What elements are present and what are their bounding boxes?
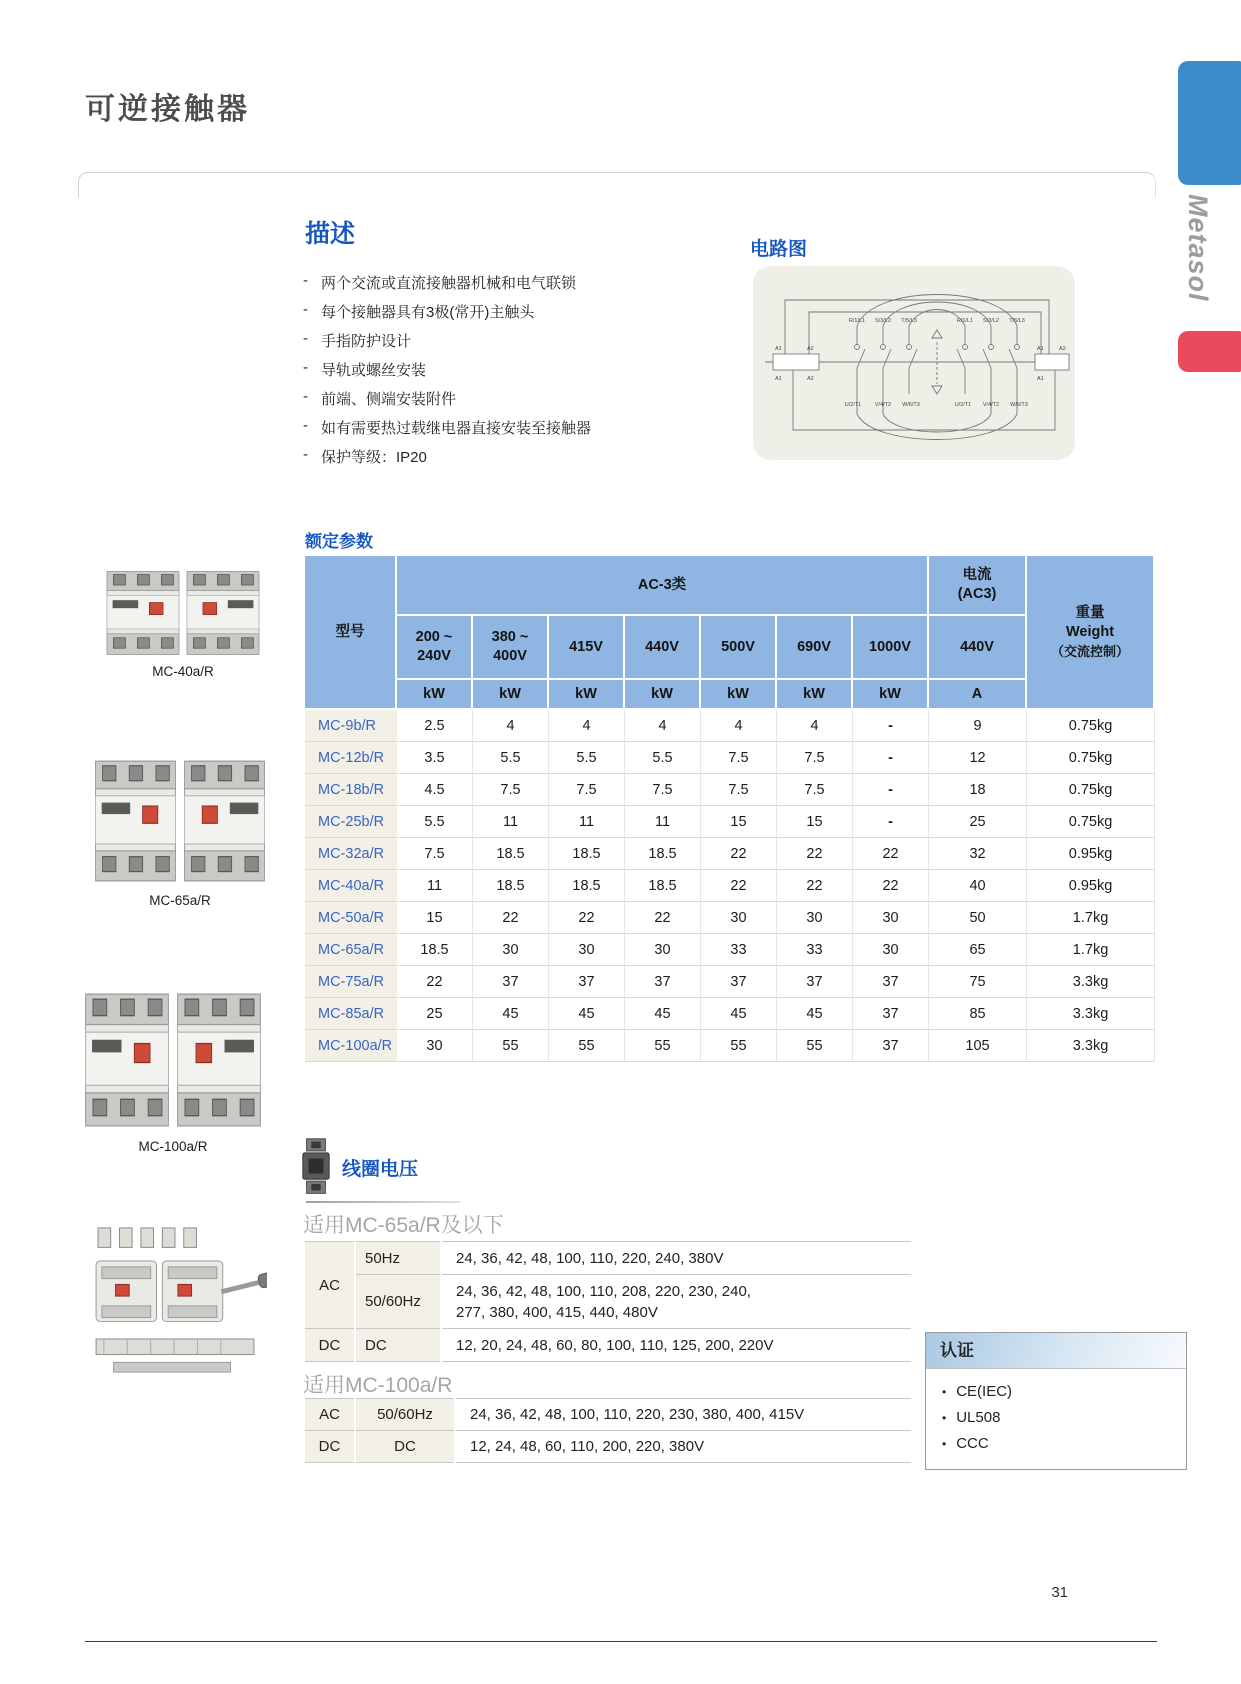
kw-value-cell: 7.5 bbox=[473, 774, 549, 806]
table-row bbox=[305, 838, 1155, 870]
description-bullet bbox=[303, 417, 591, 446]
weight-header-line: Weight bbox=[1066, 623, 1115, 640]
kw-value-cell: 22 bbox=[397, 966, 473, 998]
voltage-header-line: 380 ~ bbox=[491, 629, 529, 645]
voltage-header-line: 200 ~ bbox=[415, 629, 453, 645]
amp-value-cell: 18 bbox=[929, 774, 1027, 806]
product-image-mc100 bbox=[80, 984, 266, 1154]
line-terminal-label: S/3/L2 bbox=[875, 318, 891, 324]
kw-value-cell: 4.5 bbox=[397, 774, 473, 806]
kw-value-cell: 37 bbox=[777, 966, 853, 998]
bullet-text: 导轨或螺丝安装 bbox=[321, 362, 427, 379]
kw-value-cell: 37 bbox=[853, 1030, 929, 1062]
weight-value-cell: 0.95kg bbox=[1027, 870, 1155, 902]
coil-values-cell: 12, 20, 24, 48, 60, 80, 100, 110, 125, 200, 220V bbox=[441, 1329, 911, 1362]
coil-sub-heading-100: 适用MC-100a/R bbox=[303, 1374, 453, 1397]
amp-value-cell: 40 bbox=[929, 870, 1027, 902]
weight-value-cell: 0.75kg bbox=[1027, 774, 1155, 806]
circuit-diagram bbox=[753, 266, 1075, 460]
kw-value-cell: - bbox=[853, 806, 929, 838]
table-row bbox=[305, 1431, 911, 1463]
kw-value-cell: 33 bbox=[777, 934, 853, 966]
kw-value-cell: - bbox=[853, 710, 929, 742]
ratings-heading: 额定参数 bbox=[305, 532, 373, 551]
coil-icon bbox=[300, 1136, 332, 1198]
coil-terminal-label: A1 bbox=[775, 346, 782, 352]
kw-value-cell: 22 bbox=[777, 870, 853, 902]
kw-value-cell: 11 bbox=[397, 870, 473, 902]
table-row bbox=[305, 774, 1155, 806]
kw-unit-header: kW bbox=[397, 680, 473, 710]
coil-freq-cell: 50/60Hz bbox=[355, 1275, 441, 1329]
amp-value-cell: 50 bbox=[929, 902, 1027, 934]
kw-value-cell: 7.5 bbox=[397, 838, 473, 870]
bullet-dash: - bbox=[303, 272, 308, 289]
product-label: MC-100a/R bbox=[138, 1139, 208, 1154]
kw-value-cell: 30 bbox=[397, 1030, 473, 1062]
weight-value-cell: 0.95kg bbox=[1027, 838, 1155, 870]
accessory-illustration bbox=[83, 1224, 267, 1376]
amp-value-cell: 32 bbox=[929, 838, 1027, 870]
kw-value-cell: 55 bbox=[701, 1030, 777, 1062]
voltage-column-header bbox=[701, 616, 777, 680]
model-cell: MC-32a/R bbox=[305, 838, 397, 870]
coil-values-cell bbox=[441, 1275, 911, 1329]
description-bullet bbox=[303, 330, 591, 359]
weight-value-cell: 0.75kg bbox=[1027, 806, 1155, 838]
kw-value-cell: 18.5 bbox=[397, 934, 473, 966]
kw-value-cell: 37 bbox=[549, 966, 625, 998]
weight-value-cell: 3.3kg bbox=[1027, 1030, 1155, 1062]
kw-value-cell: 30 bbox=[853, 934, 929, 966]
kw-value-cell: 15 bbox=[777, 806, 853, 838]
voltage-column-header bbox=[625, 616, 701, 680]
kw-value-cell: - bbox=[853, 774, 929, 806]
kw-unit-header: kW bbox=[777, 680, 853, 710]
ratings-table-body bbox=[305, 710, 1155, 1062]
kw-value-cell: 55 bbox=[473, 1030, 549, 1062]
kw-unit-header: kW bbox=[625, 680, 701, 710]
table-row bbox=[305, 998, 1155, 1030]
kw-unit-header: kW bbox=[701, 680, 777, 710]
kw-value-cell: 30 bbox=[625, 934, 701, 966]
load-terminal-label: W/6/T3 bbox=[1010, 402, 1028, 408]
table-row bbox=[305, 902, 1155, 934]
bullet-text: 如有需要热过载继电器直接安装至接触器 bbox=[321, 420, 592, 437]
kw-value-cell: 18.5 bbox=[549, 870, 625, 902]
kw-value-cell: 4 bbox=[777, 710, 853, 742]
kw-value-cell: 30 bbox=[701, 902, 777, 934]
kw-value-cell: 30 bbox=[853, 902, 929, 934]
current-group-header bbox=[929, 556, 1027, 616]
ratings-table-head bbox=[305, 556, 1155, 710]
kw-value-cell: 22 bbox=[777, 838, 853, 870]
bullet-dash: - bbox=[303, 417, 308, 434]
model-cell: MC-25b/R bbox=[305, 806, 397, 838]
kw-value-cell: 55 bbox=[549, 1030, 625, 1062]
kw-value-cell: 45 bbox=[549, 998, 625, 1030]
load-terminal-label: U/2/T1 bbox=[844, 402, 862, 408]
line-terminal-label: T/5/L3 bbox=[901, 318, 917, 324]
kw-value-cell: 45 bbox=[625, 998, 701, 1030]
kw-value-cell: 4 bbox=[473, 710, 549, 742]
current-header-line: 电流 bbox=[962, 567, 992, 583]
kw-value-cell: 37 bbox=[625, 966, 701, 998]
page-title: 可逆接触器 bbox=[85, 93, 250, 126]
brand-vertical-label: Metasol bbox=[1183, 194, 1213, 302]
kw-value-cell: 5.5 bbox=[397, 806, 473, 838]
side-tab-red bbox=[1178, 331, 1241, 372]
coil-terminal-label: A1 bbox=[1037, 346, 1044, 352]
voltage-header-line: 400V bbox=[493, 648, 527, 664]
load-terminal-label: V/4/T2 bbox=[874, 402, 892, 408]
model-cell: MC-50a/R bbox=[305, 902, 397, 934]
kw-value-cell: 22 bbox=[625, 902, 701, 934]
circuit-heading: 电路图 bbox=[750, 239, 808, 260]
bullet-icon: • bbox=[942, 1411, 947, 1425]
kw-value-cell: 5.5 bbox=[625, 742, 701, 774]
line-terminal-label: R/1/L1 bbox=[956, 318, 974, 324]
weight-value-cell: 1.7kg bbox=[1027, 902, 1155, 934]
amp-value-cell: 65 bbox=[929, 934, 1027, 966]
coil-voltage-heading: 线圈电压 bbox=[342, 1158, 419, 1180]
voltage-header-line: 1000V bbox=[869, 638, 911, 655]
voltage-column-header bbox=[549, 616, 625, 680]
kw-value-cell: 37 bbox=[853, 998, 929, 1030]
coil-type-cell: DC bbox=[305, 1431, 355, 1463]
kw-value-cell: 3.5 bbox=[397, 742, 473, 774]
table-row bbox=[305, 1275, 911, 1329]
kw-value-cell: 7.5 bbox=[625, 774, 701, 806]
coil-voltage-table-mc100 bbox=[305, 1398, 911, 1463]
kw-value-cell: 7.5 bbox=[701, 774, 777, 806]
table-row bbox=[305, 870, 1155, 902]
kw-value-cell: 37 bbox=[701, 966, 777, 998]
coil-terminal-label: A2 bbox=[1059, 346, 1066, 352]
line-terminal-label: T/5/L3 bbox=[1009, 318, 1025, 324]
model-cell: MC-9b/R bbox=[305, 710, 397, 742]
bullet-text: 手指防护设计 bbox=[321, 333, 412, 350]
coil-freq-cell: 50Hz bbox=[355, 1242, 441, 1275]
description-bullet bbox=[303, 446, 591, 475]
model-column-header: 型号 bbox=[305, 556, 397, 710]
amp-value-cell: 25 bbox=[929, 806, 1027, 838]
kw-value-cell: 22 bbox=[853, 870, 929, 902]
kw-value-cell: 7.5 bbox=[777, 742, 853, 774]
table-row bbox=[305, 1329, 911, 1362]
kw-value-cell: - bbox=[853, 742, 929, 774]
voltage-header-line: 240V bbox=[417, 648, 451, 664]
kw-value-cell: 30 bbox=[473, 934, 549, 966]
side-tab-blue bbox=[1178, 61, 1241, 185]
load-terminal-label: W/6/T3 bbox=[902, 402, 920, 408]
table-row bbox=[305, 1030, 1155, 1062]
amp-value-cell: 85 bbox=[929, 998, 1027, 1030]
kw-value-cell: 30 bbox=[777, 902, 853, 934]
coil-type-cell: AC bbox=[305, 1242, 355, 1329]
contactor-illustration bbox=[91, 752, 269, 890]
kw-value-cell: 7.5 bbox=[701, 742, 777, 774]
kw-value-cell: 22 bbox=[701, 838, 777, 870]
kw-unit-header: kW bbox=[549, 680, 625, 710]
coil-terminal-label: A1 bbox=[1037, 376, 1044, 382]
kw-value-cell: 55 bbox=[777, 1030, 853, 1062]
kw-value-cell: 15 bbox=[397, 902, 473, 934]
ac3-group-header: AC-3类 bbox=[397, 556, 929, 616]
bullet-text: 两个交流或直流接触器机械和电气联锁 bbox=[321, 275, 577, 292]
contactor-illustration bbox=[81, 984, 265, 1136]
footer-rule bbox=[85, 1641, 1157, 1642]
bullet-icon: • bbox=[942, 1385, 947, 1399]
weight-value-cell: 0.75kg bbox=[1027, 710, 1155, 742]
kw-value-cell: 30 bbox=[549, 934, 625, 966]
kw-value-cell: 4 bbox=[625, 710, 701, 742]
kw-unit-header: kW bbox=[473, 680, 549, 710]
voltage-column-header bbox=[397, 616, 473, 680]
coil-type-cell: DC bbox=[305, 1329, 355, 1362]
voltage-header-line: 500V bbox=[721, 638, 755, 655]
table-row bbox=[305, 934, 1155, 966]
description-bullet bbox=[303, 272, 591, 301]
certification-item: • UL508 bbox=[942, 1405, 1186, 1431]
contactor-illustration bbox=[103, 565, 263, 661]
amp-value-cell: 105 bbox=[929, 1030, 1027, 1062]
description-heading: 描述 bbox=[305, 220, 356, 248]
model-cell: MC-18b/R bbox=[305, 774, 397, 806]
voltage-header-line: 440V bbox=[645, 638, 679, 655]
coil-terminal-label: A1 bbox=[775, 376, 782, 382]
weight-value-cell: 1.7kg bbox=[1027, 934, 1155, 966]
description-bullet bbox=[303, 359, 591, 388]
voltage-column-header bbox=[777, 616, 853, 680]
kw-value-cell: 5.5 bbox=[549, 742, 625, 774]
kw-value-cell: 4 bbox=[701, 710, 777, 742]
bullet-dash: - bbox=[303, 388, 308, 405]
coil-freq-cell: DC bbox=[355, 1329, 441, 1362]
amp-value-cell: 12 bbox=[929, 742, 1027, 774]
table-row bbox=[305, 1242, 911, 1275]
kw-value-cell: 15 bbox=[701, 806, 777, 838]
certification-heading: 认证 bbox=[926, 1333, 1186, 1369]
coil-values-cell: 24, 36, 42, 48, 100, 110, 220, 230, 380, 400, 415V bbox=[455, 1399, 911, 1431]
accessory-mounting-image bbox=[82, 1224, 268, 1376]
ratings-table bbox=[305, 556, 1155, 1062]
weight-value-cell: 3.3kg bbox=[1027, 998, 1155, 1030]
kw-value-cell: 4 bbox=[549, 710, 625, 742]
amp-unit-header: A bbox=[929, 680, 1027, 710]
coil-freq-cell: 50/60Hz bbox=[355, 1399, 455, 1431]
kw-unit-header: kW bbox=[853, 680, 929, 710]
voltage-header-line: 415V bbox=[569, 638, 603, 655]
coil-sub-heading-65: 适用MC-65a/R及以下 bbox=[303, 1214, 504, 1237]
coil-values-line: 277, 380, 400, 415, 440, 480V bbox=[456, 1303, 658, 1321]
kw-value-cell: 11 bbox=[473, 806, 549, 838]
kw-value-cell: 7.5 bbox=[549, 774, 625, 806]
kw-value-cell: 22 bbox=[853, 838, 929, 870]
load-terminal-label: U/2/T1 bbox=[954, 402, 972, 408]
table-row bbox=[305, 966, 1155, 998]
kw-value-cell: 45 bbox=[701, 998, 777, 1030]
amp-value-cell: 9 bbox=[929, 710, 1027, 742]
kw-value-cell: 18.5 bbox=[473, 838, 549, 870]
description-bullet bbox=[303, 388, 591, 417]
kw-value-cell: 7.5 bbox=[777, 774, 853, 806]
weight-header-line: 重量 bbox=[1075, 604, 1105, 621]
product-image-mc40 bbox=[102, 565, 264, 679]
kw-value-cell: 25 bbox=[397, 998, 473, 1030]
kw-value-cell: 2.5 bbox=[397, 710, 473, 742]
coil-values-cell: 24, 36, 42, 48, 100, 110, 220, 240, 380V bbox=[441, 1242, 911, 1275]
voltage-column-header bbox=[473, 616, 549, 680]
table-row bbox=[305, 710, 1155, 742]
coil-voltage-section-header bbox=[300, 1136, 418, 1198]
bullet-dash: - bbox=[303, 330, 308, 347]
coil-terminal-label: A2 bbox=[807, 376, 814, 382]
kw-value-cell: 11 bbox=[549, 806, 625, 838]
model-cell: MC-75a/R bbox=[305, 966, 397, 998]
bullet-text: 前端、侧端安装附件 bbox=[321, 391, 457, 408]
coil-values-line: 24, 36, 42, 48, 100, 110, 208, 220, 230, 240, bbox=[456, 1282, 751, 1300]
weight-value-cell: 3.3kg bbox=[1027, 966, 1155, 998]
product-label: MC-65a/R bbox=[149, 893, 211, 908]
table-row bbox=[305, 1399, 911, 1431]
kw-value-cell: 45 bbox=[473, 998, 549, 1030]
certification-box bbox=[925, 1332, 1187, 1470]
kw-value-cell: 55 bbox=[625, 1030, 701, 1062]
bullet-icon: • bbox=[942, 1437, 947, 1451]
ratings-header-row-1 bbox=[305, 556, 1155, 616]
kw-value-cell: 11 bbox=[625, 806, 701, 838]
content-frame-border bbox=[78, 172, 1156, 198]
coil-voltage-table-mc65 bbox=[305, 1241, 911, 1362]
load-terminal-label: V/4/T2 bbox=[982, 402, 1000, 408]
bullet-text: 保护等级：IP20 bbox=[321, 449, 427, 466]
kw-value-cell: 37 bbox=[853, 966, 929, 998]
weight-header-line: （交流控制） bbox=[1051, 643, 1130, 659]
kw-value-cell: 22 bbox=[701, 870, 777, 902]
kw-value-cell: 18.5 bbox=[473, 870, 549, 902]
voltage-column-header bbox=[853, 616, 929, 680]
amp-value-cell: 75 bbox=[929, 966, 1027, 998]
model-cell: MC-100a/R bbox=[305, 1030, 397, 1062]
page-number: 31 bbox=[1051, 1584, 1068, 1601]
model-cell: MC-12b/R bbox=[305, 742, 397, 774]
model-cell: MC-40a/R bbox=[305, 870, 397, 902]
certification-item: • CE(IEC) bbox=[942, 1379, 1186, 1405]
certification-list bbox=[926, 1369, 1186, 1469]
certification-item: • CCC bbox=[942, 1431, 1186, 1457]
model-cell: MC-65a/R bbox=[305, 934, 397, 966]
coil-type-cell: AC bbox=[305, 1399, 355, 1431]
current-header-line: (AC3) bbox=[957, 586, 997, 602]
coil-terminal-label: A2 bbox=[807, 346, 814, 352]
kw-value-cell: 22 bbox=[473, 902, 549, 934]
kw-value-cell: 37 bbox=[473, 966, 549, 998]
bullet-text: 每个接触器具有3极(常开)主触头 bbox=[321, 304, 535, 321]
bullet-dash: - bbox=[303, 359, 308, 376]
table-row bbox=[305, 806, 1155, 838]
line-terminal-label: R/1/L1 bbox=[848, 318, 866, 324]
kw-value-cell: 18.5 bbox=[625, 870, 701, 902]
coil-heading-underline bbox=[306, 1201, 460, 1203]
circuit-diagram-drawing bbox=[753, 266, 1075, 460]
line-terminal-label: S/3/L2 bbox=[983, 318, 999, 324]
weight-column-header bbox=[1027, 556, 1155, 710]
model-cell: MC-85a/R bbox=[305, 998, 397, 1030]
voltage-header-line: 690V bbox=[797, 638, 831, 655]
bullet-dash: - bbox=[303, 446, 308, 463]
kw-value-cell: 5.5 bbox=[473, 742, 549, 774]
bullet-dash: - bbox=[303, 301, 308, 318]
kw-value-cell: 45 bbox=[777, 998, 853, 1030]
description-bullet bbox=[303, 301, 591, 330]
weight-value-cell: 0.75kg bbox=[1027, 742, 1155, 774]
coil-values-cell: 12, 24, 48, 60, 110, 200, 220, 380V bbox=[455, 1431, 911, 1463]
kw-value-cell: 22 bbox=[549, 902, 625, 934]
description-list bbox=[303, 272, 591, 475]
kw-value-cell: 18.5 bbox=[549, 838, 625, 870]
current-voltage-header: 440V bbox=[929, 616, 1027, 680]
kw-value-cell: 18.5 bbox=[625, 838, 701, 870]
kw-value-cell: 33 bbox=[701, 934, 777, 966]
product-label: MC-40a/R bbox=[152, 664, 214, 679]
coil-freq-cell: DC bbox=[355, 1431, 455, 1463]
table-row bbox=[305, 742, 1155, 774]
product-image-mc65 bbox=[90, 752, 270, 908]
